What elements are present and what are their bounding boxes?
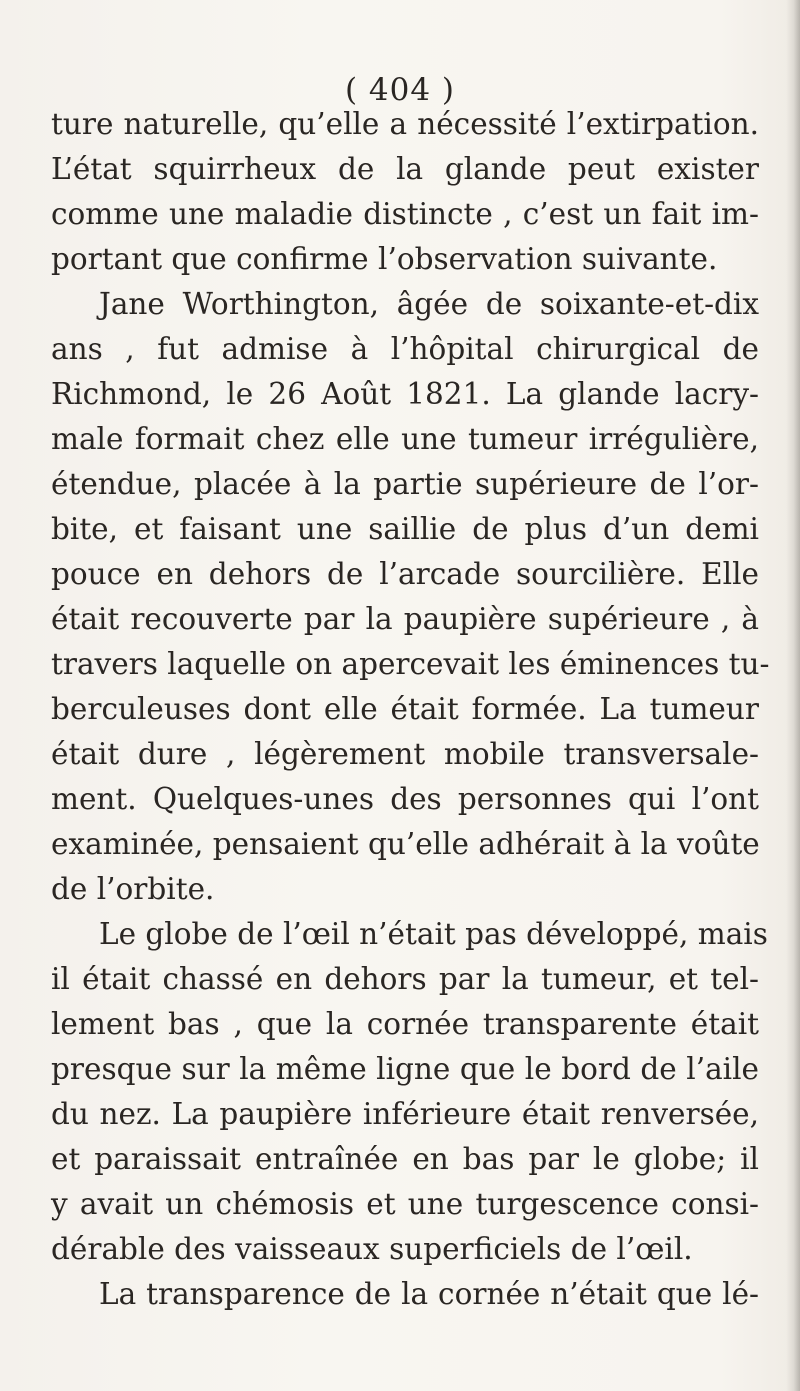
- text-line: bite, et faisant une saillie de plus d’un demi: [51, 512, 759, 546]
- text-line: La transparence de la cornée n’était que lé-: [99, 1277, 759, 1311]
- text-line: du nez. La paupière inférieure était renversée,: [51, 1097, 759, 1131]
- text-line: était recouverte par la paupière supérieure , à: [51, 602, 759, 636]
- text-line: Jane Worthington, âgée de soixante-et-dix: [99, 287, 759, 321]
- text-line: examinée, pensaient qu’elle adhérait à la voûte: [51, 827, 760, 861]
- text-line: pouce en dehors de l’arcade sourcilière. Elle: [51, 557, 759, 591]
- page-edge-shadow: [786, 0, 800, 1391]
- text-line: dérable des vaisseaux superficiels de l’œil.: [51, 1232, 693, 1266]
- text-line: était dure , légèrement mobile transversale-: [51, 737, 759, 771]
- text-line: portant que confirme l’observation suivante.: [51, 242, 718, 276]
- text-line: Le globe de l’œil n’était pas développé, mais: [99, 917, 768, 951]
- text-line: étendue, placée à la partie supérieure de l’or-: [51, 467, 759, 501]
- text-line: de l’orbite.: [51, 872, 215, 906]
- text-line: ans , fut admise à l’hôpital chirurgical de: [51, 332, 759, 366]
- text-line: L’état squirrheux de la glande peut exister: [51, 152, 759, 186]
- text-line: y avait un chémosis et une turgescence consi-: [51, 1187, 759, 1221]
- text-line: travers laquelle on apercevait les éminences tu-: [51, 647, 770, 681]
- text-line: berculeuses dont elle était formée. La tumeur: [51, 692, 759, 726]
- text-line: male formait chez elle une tumeur irrégulière,: [51, 422, 759, 456]
- text-line: comme une maladie distincte , c’est un fait im-: [51, 197, 759, 231]
- text-line: et paraissait entraînée en bas par le globe; il: [51, 1142, 759, 1176]
- page-number: ( 404 ): [344, 72, 456, 108]
- text-line: il était chassé en dehors par la tumeur, et tel-: [51, 962, 759, 996]
- text-line: Richmond, le 26 Août 1821. La glande lacry-: [51, 377, 759, 411]
- text-line: ment. Quelques-unes des personnes qui l’ont: [51, 782, 759, 816]
- text-line: ture naturelle, qu’elle a nécessité l’extirpation.: [51, 107, 759, 141]
- text-line: presque sur la même ligne que le bord de l’aile: [51, 1052, 759, 1086]
- text-line: lement bas , que la cornée transparente était: [51, 1007, 759, 1041]
